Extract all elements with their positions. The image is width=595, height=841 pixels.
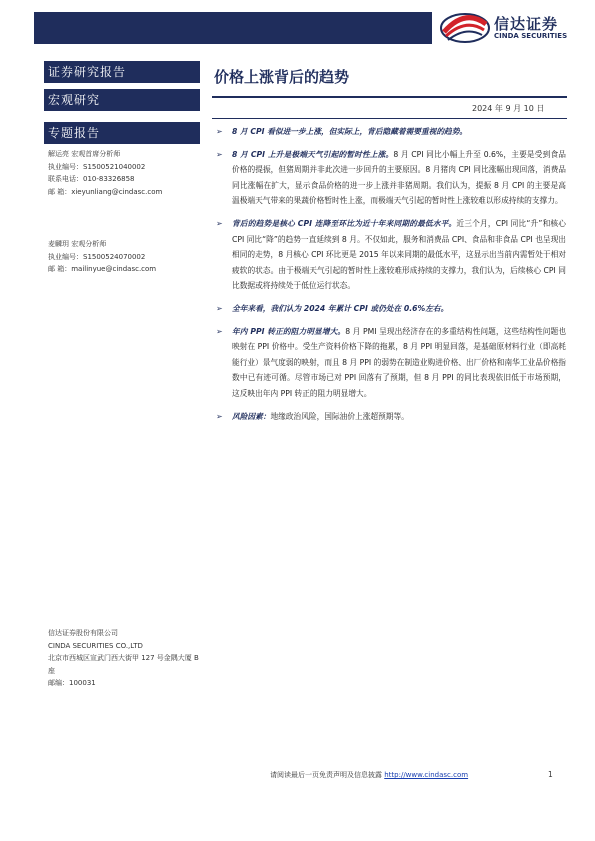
- bullet-item: [214, 324, 566, 402]
- bullet-heading: 风险因素：: [232, 411, 271, 421]
- logo-subtext: CINDA SECURITIES: [494, 32, 568, 40]
- logo-mark-icon: [438, 10, 492, 46]
- category-label: 宏观研究: [44, 89, 200, 111]
- bullet-text: 地缘政治风险，国际油价上涨超预期等。: [270, 411, 409, 421]
- analyst-cert: 执业编号：S1500521040002: [48, 162, 146, 171]
- analyst-email[interactable]: 邮 箱：mailinyue@cindasc.com: [48, 265, 157, 273]
- bullet-heading: 背后的趋势是核心 CPI 连降至环比为近十年来同期的最低水平。: [232, 218, 457, 228]
- bullet-item: [214, 301, 566, 317]
- page-title: 价格上涨背后的趋势: [214, 68, 350, 86]
- analyst-email[interactable]: 邮 箱：xieyunliang@cindasc.com: [48, 187, 163, 196]
- website-link[interactable]: http://www.cindasc.com: [384, 771, 469, 779]
- analyst-name: 麦麟玥 宏观分析师: [48, 240, 107, 248]
- analyst-cert: 执业编号：S1500524070002: [48, 252, 146, 261]
- bullet-text: 8 月 CPI 同比小幅上升至 0.6%，主要是受到食品价格的提振，但猪周期并非此次进一步回升的主要原因。8 月猪肉 CPI 同比涨幅出现回落，消费品同比涨幅在扩大，显示食品价格的进一步上涨并非猪周期。我们认为，提振 8 月 CPI 的主要是高温极端天气带来的果蔬价格暂时性上涨，而极端天气引起的暂时性上涨较难以形成持续的支撑力。: [232, 149, 566, 206]
- subcategory-label: 专题报告: [44, 122, 200, 144]
- bullet-item: [214, 409, 566, 425]
- analyst-name: 解运亮 宏观首席分析师: [48, 150, 121, 158]
- company-name-cn: 信达证券股份有限公司: [48, 629, 118, 637]
- bullet-arrow-icon: ➢: [216, 127, 223, 136]
- bullet-item: [214, 124, 566, 140]
- sidebar: [44, 61, 200, 761]
- header-banner: [34, 12, 432, 44]
- title-divider: [212, 96, 567, 98]
- footer-disclaimer: [270, 770, 468, 780]
- analyst-block: [48, 238, 156, 276]
- analyst-block: [48, 148, 162, 198]
- company-logo: [438, 10, 578, 48]
- report-type-label: 证券研究报告: [44, 61, 200, 83]
- date-divider: [212, 118, 567, 119]
- logo-text: 信达证券: [494, 15, 559, 33]
- summary-bullets: [214, 124, 566, 431]
- bullet-arrow-icon: ➢: [216, 303, 223, 313]
- bullet-text: 8 月 PMI 呈现出经济存在的多重结构性问题，这些结构性问题也映射在 PPI 价格中。受生产资料价格下降的拖累，8 月 PPI 明显回落，是基础原材料行业（即高耗能行业）景气度弱的映射，而且 8 月 PPI 的弱势在制造业购进价格、出厂价格和南华工业品价格指数中已有迹可循。尽管市场已对 PPI 回落有了预期，但 8 月 PPI 的同比表现依旧低于市场预期，这反映出年内 PPI 转正的阻力明显增大。: [232, 326, 567, 398]
- company-info: [48, 627, 200, 690]
- page-number: 1: [548, 770, 553, 779]
- bullet-arrow-icon: ➢: [216, 218, 223, 228]
- company-name-en: CINDA SECURITIES CO.,LTD: [48, 641, 143, 650]
- bullet-heading: 8 月 CPI 上升是极端天气引起的暂时性上涨。: [232, 149, 394, 159]
- company-address: 北京市西城区宣武门西大街甲 127 号金隅大厦 B 座: [48, 654, 199, 675]
- analyst-phone: 联系电话：010-83326858: [48, 175, 135, 183]
- bullet-text: 近三个月，CPI 同比“升”和核心 CPI 同比“降”的趋势一直延续到 8 月。不仅如此，服务和消费品 CPI、食品和非食品 CPI 也呈现出相同的走势，8 月核心 CPI 环比更是 2015 年以来同期的最低水平，这显示出当前内需暂处于相对疲软的状态。由于极端天气引起的暂时性上涨较难形成持续的支撑力，我们认为，后续核心 CPI 同比数据或将持续处于低位运行状态。: [232, 218, 566, 291]
- report-date: 2024 年 9 月 10 日: [472, 104, 545, 113]
- bullet-item: [214, 216, 566, 294]
- bullet-arrow-icon: ➢: [216, 411, 223, 421]
- sidebar-divider: [44, 83, 200, 85]
- bullet-arrow-icon: ➢: [216, 326, 223, 336]
- bullet-arrow-icon: ➢: [216, 149, 223, 159]
- bullet-heading: 8 月 CPI 看似进一步上涨，但实际上，背后隐藏着需要重视的趋势。: [232, 127, 468, 136]
- bullet-heading: 全年来看，我们认为 2024 年累计 CPI 或仍处在 0.6%左右。: [232, 303, 449, 313]
- sidebar-divider: [44, 111, 200, 113]
- company-postcode: 邮编：100031: [48, 679, 96, 687]
- bullet-heading: 年内 PPI 转正的阻力明显增大。: [232, 326, 346, 336]
- disclaimer-text: 请阅读最后一页免责声明及信息披露: [270, 771, 382, 779]
- bullet-item: [214, 147, 566, 209]
